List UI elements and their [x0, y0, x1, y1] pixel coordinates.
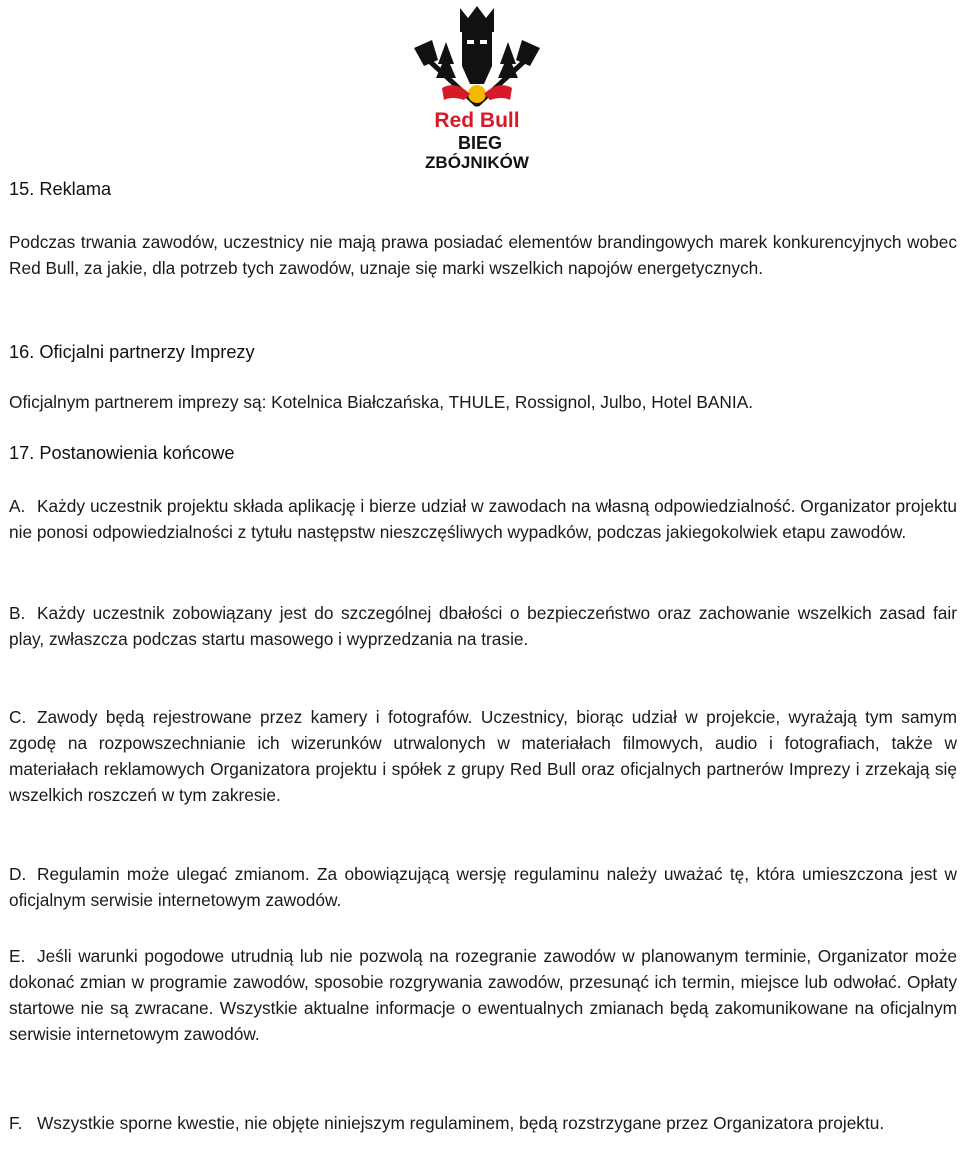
- list-item-label: A.: [9, 496, 26, 516]
- red-bull-bieg-zbojnikow-logo-icon: [412, 4, 542, 172]
- event-logo: [412, 4, 542, 172]
- list-item-b: [9, 600, 957, 652]
- logo-line2: BIEG: [457, 133, 503, 153]
- section-16-heading: 16. Oficjalni partnerzy Imprezy: [9, 342, 255, 362]
- list-item-f: [9, 1110, 884, 1136]
- list-item-text: Regulamin może ulegać zmianom. Za obowiązującą wersję regulaminu należy uważać tę, która umieszczona jest w oficjalnym serwisie internetowym zawodów.: [9, 864, 957, 910]
- list-item-text: Każdy uczestnik projektu składa aplikację i bierze udział w zawodach na własną odpowiedzialność. Organizator projektu nie ponosi odpowiedzialności z tytułu następstw nieszczęśliwych wypadków, podczas jakiegokolwiek etapu zawodów.: [9, 496, 957, 542]
- list-item-label: C.: [9, 707, 27, 727]
- section-17-heading: 17. Postanowienia końcowe: [9, 443, 235, 463]
- section-16-body: Oficjalnym partnerem imprezy są: Kotelnica Białczańska, THULE, Rossignol, Julbo, Hotel BANIA.: [9, 392, 754, 412]
- list-item-d: [9, 861, 957, 913]
- list-item-text: Jeśli warunki pogodowe utrudnią lub nie pozwolą na rozegranie zawodów w planowanym terminie, Organizator może dokonać zmian w programie zawodów, sposobie rozgrywania zawodów, przesunąć ich termin, miejsce lub odwołać. Opłaty startowe nie są zwracane. Wszystkie aktualne informacje o ewentualnych zmianach będą zakomunikowane na oficjalnym serwisie internetowym zawodów.: [9, 946, 957, 1044]
- logo-line1: Red Bull: [434, 109, 520, 132]
- section-15-heading: 15. Reklama: [9, 179, 112, 199]
- section-15-body: Podczas trwania zawodów, uczestnicy nie mają prawa posiadać elementów brandingowych marek konkurencyjnych wobec Red Bull, za jakie, dla potrzeb tych zawodów, uznaje się marki wszelkich napojów energetycznych.: [9, 232, 957, 278]
- list-item-e: [9, 943, 957, 1047]
- list-item-label: E.: [9, 946, 26, 966]
- list-item-label: B.: [9, 603, 26, 623]
- list-item-text: Zawody będą rejestrowane przez kamery i fotografów. Uczestnicy, biorąc udział w projekcie, wyrażają tym samym zgodę na rozpowszechnianie ich wizerunków utrwalonych w materiałach filmowych, audio i fotografiach, także w materiałach reklamowych Organizatora projektu i spółek z grupy Red Bull oraz oficjalnych partnerów Imprezy i zrzekają się wszelkich roszczeń w tym zakresie.: [9, 707, 957, 805]
- list-item-label: D.: [9, 864, 27, 884]
- list-item-text: Każdy uczestnik zobowiązany jest do szczególnej dbałości o bezpieczeństwo oraz zachowanie wszelkich zasad fair play, zwłaszcza podczas startu masowego i wyprzedzania na trasie.: [9, 603, 957, 649]
- logo-line3: ZBÓJNIKÓW: [425, 153, 529, 172]
- list-item-c: [9, 704, 957, 808]
- list-item-a: [9, 493, 957, 545]
- list-item-label: F.: [9, 1113, 23, 1133]
- list-item-text: Wszystkie sporne kwestie, nie objęte niniejszym regulaminem, będą rozstrzygane przez Organizatora projektu.: [37, 1113, 885, 1133]
